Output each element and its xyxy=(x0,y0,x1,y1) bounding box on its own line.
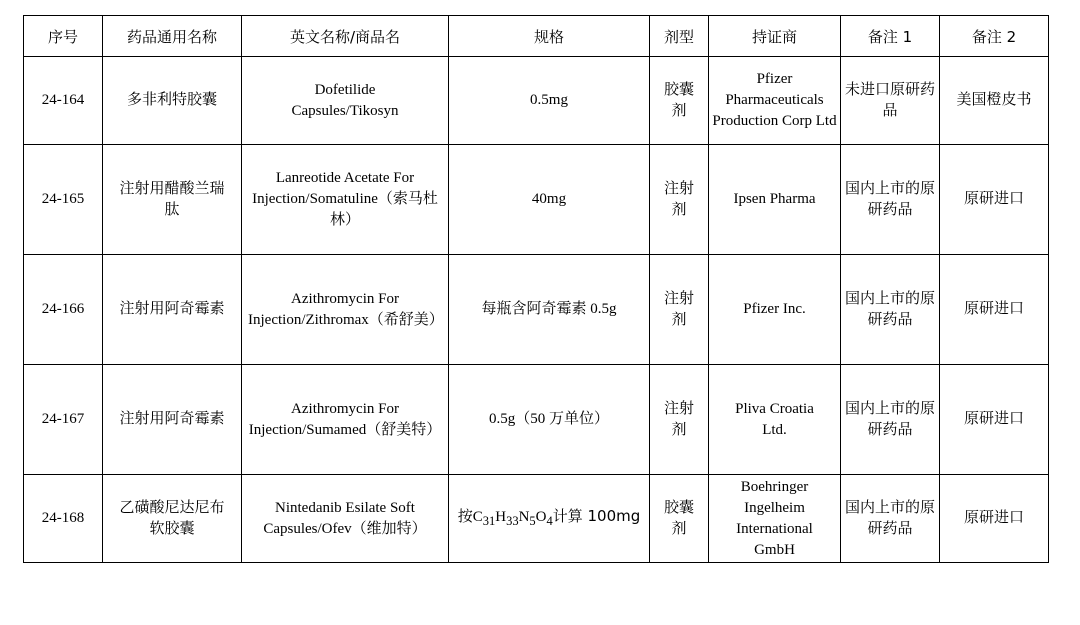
cell-generic-name: 注射用阿奇霉素 xyxy=(103,255,242,365)
cell-dosage-form: 注射剂 xyxy=(650,365,709,475)
table-row xyxy=(24,145,1049,255)
formula-subscript: 31 xyxy=(482,513,496,528)
cell-holder: Pfizer Pharmaceuticals Production Corp Ltd xyxy=(709,57,841,145)
cell-english-name: Nintedanib Esilate Soft Capsules/Ofev（维加特） xyxy=(242,475,449,563)
drug-table xyxy=(23,15,1049,563)
cell-spec: 每瓶含阿奇霉素 0.5g xyxy=(449,255,650,365)
cell-remark2: 美国橙皮书 xyxy=(940,57,1049,145)
spec-suffix: 计算 100mg xyxy=(552,506,641,525)
cell-generic-name: 乙磺酸尼达尼布软胶囊 xyxy=(103,475,242,563)
formula-element: H xyxy=(495,508,507,525)
header-generic-name: 药品通用名称 xyxy=(103,16,242,57)
formula-element: C xyxy=(472,508,483,525)
cell-remark1: 未进口原研药品 xyxy=(841,57,940,145)
cell-remark2: 原研进口 xyxy=(940,475,1049,563)
spec-prefix: 按 xyxy=(457,506,473,525)
cell-serial: 24-166 xyxy=(24,255,103,365)
header-holder: 持证商 xyxy=(709,16,841,57)
cell-remark2: 原研进口 xyxy=(940,365,1049,475)
header-row xyxy=(24,16,1049,57)
header-spec: 规格 xyxy=(449,16,650,57)
cell-dosage-form: 注射剂 xyxy=(650,145,709,255)
cell-generic-name: 注射用醋酸兰瑞肽 xyxy=(103,145,242,255)
cell-generic-name: 多非利特胶囊 xyxy=(103,57,242,145)
cell-dosage-form: 注射剂 xyxy=(650,255,709,365)
formula-subscript: 33 xyxy=(506,513,519,528)
cell-remark1: 国内上市的原研药品 xyxy=(841,365,940,475)
cell-dosage-form: 胶囊剂 xyxy=(650,57,709,145)
formula-subscript: 4 xyxy=(546,513,553,528)
cell-remark1: 国内上市的原研药品 xyxy=(841,475,940,563)
cell-spec: 0.5g（50 万单位） xyxy=(449,365,650,475)
spec-formula xyxy=(472,508,553,528)
cell-english-name: Azithromycin For Injection/Sumamed（舒美特） xyxy=(242,365,449,475)
cell-remark2: 原研进口 xyxy=(940,255,1049,365)
cell-holder: Boehringer Ingelheim International GmbH xyxy=(709,475,841,563)
header-dosage-form: 剂型 xyxy=(650,16,709,57)
table-row xyxy=(24,57,1049,145)
formula-subscript: 5 xyxy=(529,513,536,528)
cell-generic-name: 注射用阿奇霉素 xyxy=(103,365,242,475)
cell-spec: 0.5mg xyxy=(449,57,650,145)
header-serial: 序号 xyxy=(24,16,103,57)
cell-remark1: 国内上市的原研药品 xyxy=(841,145,940,255)
cell-serial: 24-168 xyxy=(24,475,103,563)
cell-holder: Pliva Croatia Ltd. xyxy=(709,365,841,475)
cell-remark2: 原研进口 xyxy=(940,145,1049,255)
cell-holder: Ipsen Pharma xyxy=(709,145,841,255)
header-remark2: 备注 2 xyxy=(940,16,1049,57)
cell-spec: 40mg xyxy=(449,145,650,255)
header-english-name: 英文名称/商品名 xyxy=(242,16,449,57)
cell-serial: 24-164 xyxy=(24,57,103,145)
cell-serial: 24-165 xyxy=(24,145,103,255)
formula-element: N xyxy=(518,508,530,525)
cell-remark1: 国内上市的原研药品 xyxy=(841,255,940,365)
table-row xyxy=(24,365,1049,475)
cell-dosage-form: 胶囊剂 xyxy=(650,475,709,563)
cell-english-name: Dofetilide Capsules/Tikosyn xyxy=(242,57,449,145)
cell-english-name: Lanreotide Acetate For Injection/Somatuline（索马杜林） xyxy=(242,145,449,255)
cell-english-name: Azithromycin For Injection/Zithromax（希舒美） xyxy=(242,255,449,365)
table-row xyxy=(24,475,1049,563)
table-row xyxy=(24,255,1049,365)
header-remark1: 备注 1 xyxy=(841,16,940,57)
cell-spec xyxy=(449,475,650,563)
formula-element: O xyxy=(535,508,547,525)
cell-holder: Pfizer Inc. xyxy=(709,255,841,365)
cell-serial: 24-167 xyxy=(24,365,103,475)
